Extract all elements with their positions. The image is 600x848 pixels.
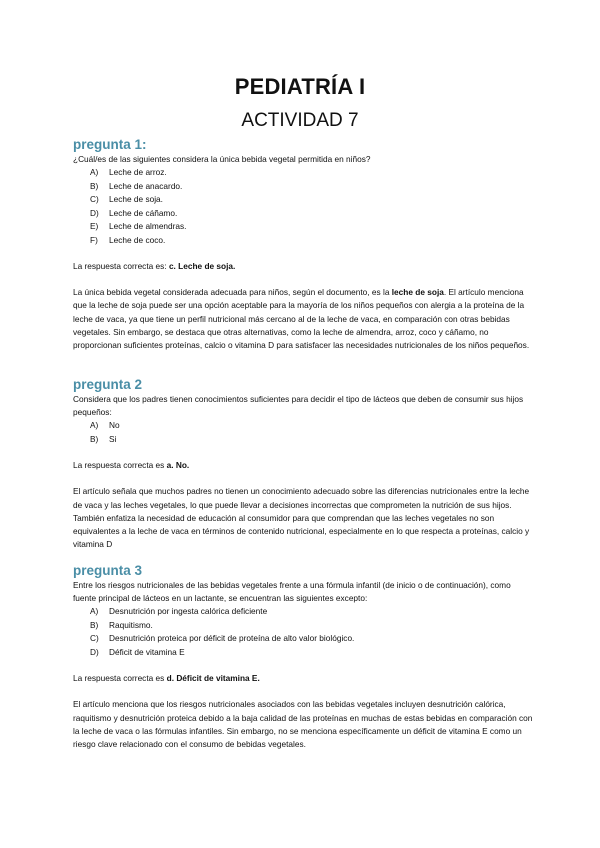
option <box>73 632 533 646</box>
question-1-options <box>73 166 533 247</box>
option <box>73 234 533 248</box>
question-2-text: Considera que los padres tienen conocimientos suficientes para decidir el tipo de lácteos que deben de consumir sus hijos pequeños: <box>73 394 524 418</box>
page-subtitle: ACTIVIDAD 7 <box>241 110 359 131</box>
question-2-explanation <box>73 485 533 551</box>
option-letter: F) <box>90 234 98 245</box>
option <box>73 419 533 433</box>
question-1-explanation <box>73 286 533 352</box>
option <box>73 193 533 207</box>
option-text: Leche de cáñamo. <box>109 207 178 218</box>
option-letter: E) <box>90 221 99 232</box>
question-3-explanation <box>73 698 533 751</box>
option <box>73 646 533 660</box>
explanation-pre: El artículo menciona que los riesgos nutricionales asociados con las bebidas vegetales incluyen desnutrición calórica, raquitismo y desnutrición proteica debido a la baja calidad de las proteínas en muchas de estas bebidas en comparación con la leche de vaca o las fórmulas infantiles. Sin embargo, no se menciona específicamente un déficit de vitamina E como un riesgo clave relacionado con el consumo de bebidas vegetales. <box>73 699 533 750</box>
option-text: Leche de soja. <box>109 194 163 205</box>
option-text: Leche de almendras. <box>109 221 187 232</box>
option-letter: C) <box>90 194 99 205</box>
explanation-bold: leche de soja <box>391 287 444 298</box>
question-3-answer <box>73 672 533 685</box>
option-letter: A) <box>90 167 99 178</box>
option <box>73 433 533 447</box>
question-2-answer <box>73 459 533 472</box>
option-letter: D) <box>90 646 99 657</box>
option-letter: B) <box>90 433 99 444</box>
explanation-post: . El artículo menciona que la leche de soja puede ser una opción aceptable para la mayoría de los niños pequeños con alergia a la proteína de la leche de vaca, ya que tiene un perfil nutricional más cercano al de la leche de vaca, en comparación con otras bebidas vegetales. Sin embargo, se destaca que otras alternativas, como la leche de almendra, arroz, coco y cáñamo, no proporcionan suficientes proteínas, calcio o vitamina D para satisfacer las necesidades nutricionales de los niños pequeños. <box>73 287 530 351</box>
explanation-pre: El artículo señala que muchos padres no tienen un conocimiento adecuado sobre las diferencias nutricionales entre la leche de vaca y las leches vegetales, lo que puede llevar a decisiones incorrectas que comprometen la nutrición de sus hijos. También enfatiza la necesidad de educación al consumidor para que comprendan que las leches vegetales no son equivalentes a la leche de vaca en términos de contenido nutricional, especialmente en lo que respecta a proteínas, calcio y vitamina D <box>73 486 530 550</box>
option-letter: A) <box>90 420 99 431</box>
question-3-heading: pregunta 3 <box>73 563 143 578</box>
option <box>73 180 533 194</box>
question-1-heading: pregunta 1: <box>73 137 147 152</box>
question-3 <box>73 562 533 751</box>
option <box>73 166 533 180</box>
question-2 <box>73 376 533 551</box>
explanation-pre: La única bebida vegetal considerada adecuada para niños, según el documento, es la <box>73 287 392 298</box>
question-3-text: Entre los riesgos nutricionales de las bebidas vegetales frente a una fórmula infantil (de inicio o de continuación), como fuente principal de lácteos en un lactante, se encuentran las siguientes excepto: <box>73 580 511 604</box>
option-text: No <box>109 420 120 431</box>
option-text: Leche de coco. <box>109 234 166 245</box>
answer-value: a. No. <box>166 460 190 471</box>
answer-value: c. Leche de soja. <box>168 261 236 272</box>
option-text: Raquitismo. <box>109 619 153 630</box>
answer-prefix: La respuesta correcta es: <box>73 261 167 272</box>
question-1-text: ¿Cuál/es de las siguientes considera la única bebida vegetal permitida en niños? <box>73 154 371 164</box>
question-1 <box>73 136 533 352</box>
option-letter: B) <box>90 619 99 630</box>
question-3-options <box>73 605 533 659</box>
question-2-heading: pregunta 2 <box>73 377 143 392</box>
option-letter: C) <box>90 633 99 644</box>
option-text: Desnutrición por ingesta calórica deficiente <box>109 606 268 617</box>
option-text: Si <box>109 433 117 444</box>
option-text: Déficit de vitamina E <box>109 646 185 657</box>
answer-prefix: La respuesta correcta es <box>73 460 165 471</box>
option <box>73 605 533 619</box>
option <box>73 220 533 234</box>
answer-value: d. Déficit de vitamina E. <box>166 673 260 684</box>
page-title: PEDIATRÍA I <box>234 74 366 99</box>
option-letter: B) <box>90 180 99 191</box>
option-letter: D) <box>90 207 99 218</box>
option-text: Leche de anacardo. <box>109 180 183 191</box>
option-text: Desnutrición proteica por déficit de proteína de alto valor biológico. <box>109 633 355 644</box>
question-1-answer <box>73 260 533 273</box>
option <box>73 619 533 633</box>
question-2-options <box>73 419 533 446</box>
option-text: Leche de arroz. <box>109 167 167 178</box>
answer-prefix: La respuesta correcta es <box>73 673 165 684</box>
option <box>73 207 533 221</box>
option-letter: A) <box>90 606 99 617</box>
